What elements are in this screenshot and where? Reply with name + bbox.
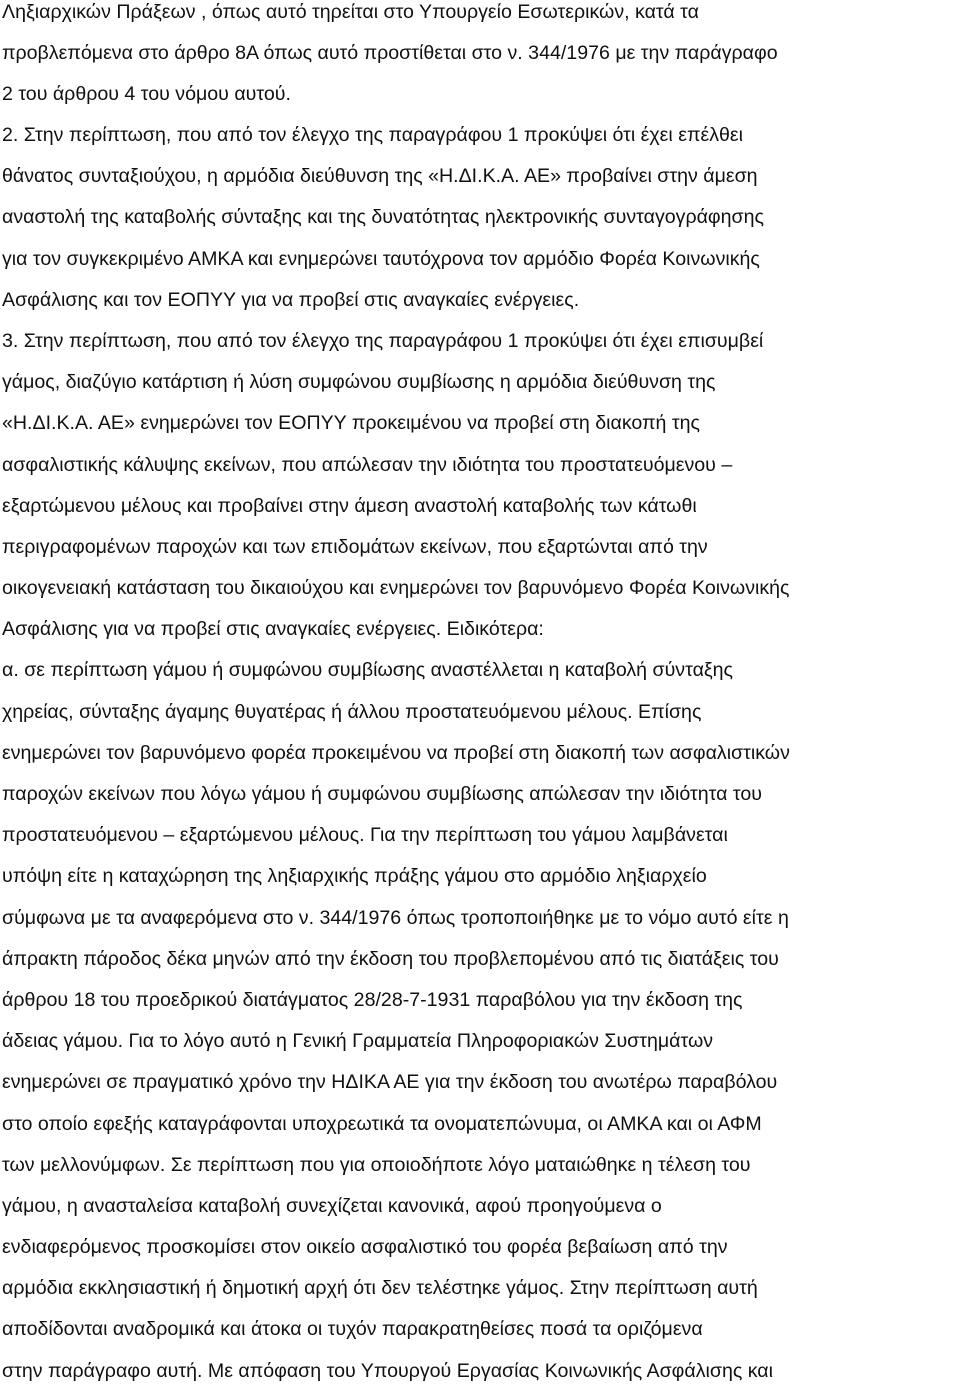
text-line: αρμόδια εκκλησιαστική ή δημοτική αρχή ότι δεν τελέστηκε γάμος. Στην περίπτωση αυτή — [2, 1277, 758, 1299]
text-line: άρθρου 18 του προεδρικού διατάγματος 28/28-7-1931 παραβόλου για την έκδοση της — [2, 989, 743, 1011]
text-line: «Η.ΔΙ.Κ.Α. ΑΕ» ενημερώνει τον ΕΟΠΥΥ προκειμένου να προβεί στη διακοπή της — [2, 412, 700, 434]
text-line: άπρακτη πάροδος δέκα μηνών από την έκδοση του προβλεπομένου από τις διατάξεις του — [2, 948, 779, 970]
text-line: 2. Στην περίπτωση, που από τον έλεγχο της παραγράφου 1 προκύψει ότι έχει επέλθει — [2, 124, 743, 146]
text-line: ενημερώνει σε πραγματικό χρόνο την ΗΔΙΚΑ ΑΕ για την έκδοση του ανωτέρω παραβόλου — [2, 1071, 778, 1093]
text-line: άδειας γάμου. Για το λόγο αυτό η Γενική Γραμματεία Πληροφοριακών Συστημάτων — [2, 1030, 714, 1052]
text-line: περιγραφομένων παροχών και των επιδομάτων εκείνων, που εξαρτώνται από την — [2, 536, 708, 558]
text-line: προβλεπόμενα στο άρθρο 8Α όπως αυτό προστίθεται στο ν. 344/1976 με την παράγραφο — [2, 42, 778, 64]
text-line: ενδιαφερόμενος προσκομίσει στον οικείο ασφαλιστικό του φορέα βεβαίωση από την — [2, 1236, 728, 1258]
text-line: προστατευόμενου – εξαρτώμενου μέλους. Για την περίπτωση του γάμου λαμβάνεται — [2, 824, 728, 846]
text-line: Ασφάλισης για να προβεί στις αναγκαίες ενέργειες. Ειδικότερα: — [2, 618, 544, 640]
text-line: στην παράγραφο αυτή. Με απόφαση του Υπουργού Εργασίας Κοινωνικής Ασφάλισης και — [2, 1360, 773, 1382]
text-line: αναστολή της καταβολής σύνταξης και της δυνατότητας ηλεκτρονικής συνταγογράφησης — [2, 206, 764, 228]
text-line: αποδίδονται αναδρομικά και άτοκα οι τυχόν παρακρατηθείσες ποσά τα οριζόμενα — [2, 1318, 703, 1340]
text-line: 2 του άρθρου 4 του νόμου αυτού. — [2, 83, 291, 105]
text-line: εξαρτώμενου μέλους και προβαίνει στην άμεση αναστολή καταβολής των κάτωθι — [2, 495, 697, 517]
text-line: των μελλονύμφων. Σε περίπτωση που για οποιοδήποτε λόγο ματαιώθηκε η τέλεση του — [2, 1154, 751, 1176]
text-line: Ασφάλισης και τον ΕΟΠΥΥ για να προβεί στις αναγκαίες ενέργειες. — [2, 289, 580, 311]
text-line: στο οποίο εφεξής καταγράφονται υποχρεωτικά τα ονοματεπώνυμα, οι ΑΜΚΑ και οι ΑΦΜ — [2, 1113, 762, 1135]
text-line: για τον συγκεκριμένο ΑΜΚΑ και ενημερώνει ταυτόχρονα τον αρμόδιο Φορέα Κοινωνικής — [2, 248, 760, 270]
text-line: ασφαλιστικής κάλυψης εκείνων, που απώλεσαν την ιδιότητα του προστατευόμενου – — [2, 454, 733, 476]
text-line: παροχών εκείνων που λόγω γάμου ή συμφώνου συμβίωσης απώλεσαν την ιδιότητα του — [2, 783, 762, 805]
text-line: α. σε περίπτωση γάμου ή συμφώνου συμβίωσης αναστέλλεται η καταβολή σύνταξης — [2, 659, 734, 681]
text-line: σύμφωνα με τα αναφερόμενα στο ν. 344/1976 όπως τροποποιήθηκε με το νόμο αυτό είτε η — [2, 907, 789, 929]
text-line: οικογενειακή κατάσταση του δικαιούχου και ενημερώνει τον βαρυνόμενο Φορέα Κοινωνικής — [2, 577, 790, 599]
text-line: ενημερώνει τον βαρυνόμενο φορέα προκειμένου να προβεί στη διακοπή των ασφαλιστικών — [2, 742, 790, 764]
text-line: χηρείας, σύνταξης άγαμης θυγατέρας ή άλλου προστατευόμενου μέλους. Επίσης — [2, 701, 702, 723]
text-line: θάνατος συνταξιούχου, η αρμόδια διεύθυνση της «Η.ΔΙ.Κ.Α. ΑΕ» προβαίνει στην άμεση — [2, 165, 758, 187]
text-line: γάμου, η ανασταλείσα καταβολή συνεχίζεται κανονικά, αφού προηγούμενα ο — [2, 1195, 662, 1217]
text-line: Ληξιαρχικών Πράξεων , όπως αυτό τηρείται στο Υπουργείο Εσωτερικών, κατά τα — [2, 1, 699, 23]
text-line: γάμος, διαζύγιο κατάρτιση ή λύση συμφώνου συμβίωσης η αρμόδια διεύθυνση της — [2, 371, 716, 393]
text-line: 3. Στην περίπτωση, που από τον έλεγχο της παραγράφου 1 προκύψει ότι έχει επισυμβεί — [2, 330, 764, 352]
text-line: υπόψη είτε η καταχώρηση της ληξιαρχικής πράξης γάμου στο αρμόδιο ληξιαρχείο — [2, 865, 707, 887]
